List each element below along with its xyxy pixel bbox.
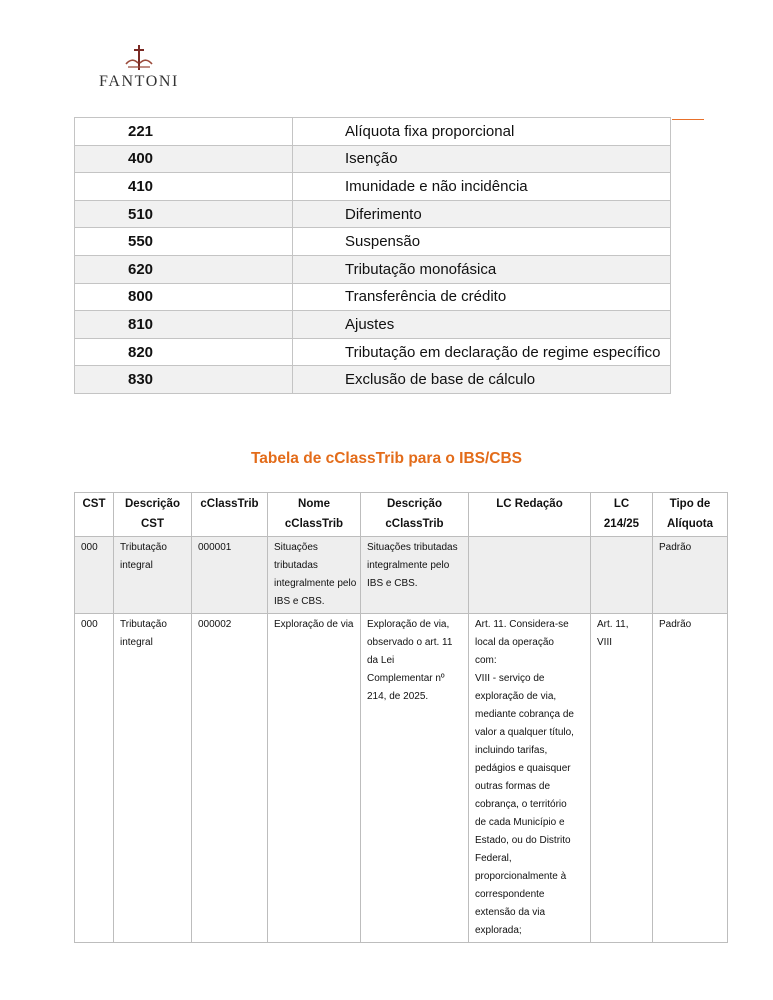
cell-cclasstrib: 000001: [192, 537, 268, 614]
table-row: [75, 311, 671, 339]
cst-code: 550: [75, 228, 293, 256]
cell-cclasstrib: 000002: [192, 614, 268, 943]
cst-code: 620: [75, 255, 293, 283]
cell-lc: [591, 537, 653, 614]
header-nome: Nome cClassTrib: [268, 493, 361, 537]
cell-cst: 000: [75, 537, 114, 614]
cell-nome: Situações tributadas integralmente pelo IBS e CBS.: [268, 537, 361, 614]
cell-descricao-cst: Tributação integral: [114, 537, 192, 614]
cell-tipo: Padrão: [653, 614, 728, 943]
cell-tipo: Padrão: [653, 537, 728, 614]
logo-text: FANTONI: [99, 73, 179, 90]
cell-lc-redacao: Art. 11. Considera-se local da operação com: VIII - serviço de exploração de via, mediante cobrança de valor a qualquer título, incluindo tarifas, pedágios e quaisquer outras formas de cobrança, o território de cada Município e Estado, ou do Distrito Federal, proporcionalmente à correspondente extensão da via explorada;: [469, 614, 591, 943]
cst-description: Imunidade e não incidência: [293, 173, 671, 201]
table-row: [75, 255, 671, 283]
table-row: [75, 366, 671, 394]
table-row: [75, 118, 671, 146]
table-row: [75, 537, 728, 614]
cst-code: 810: [75, 311, 293, 339]
cst-code: 830: [75, 366, 293, 394]
accent-divider: [672, 119, 704, 120]
table-row: [75, 200, 671, 228]
cell-descricao-cclass: Situações tributadas integralmente pelo IBS e CBS.: [361, 537, 469, 614]
header-tipo: Tipo de Alíquota: [653, 493, 728, 537]
cclasstrib-table: [74, 492, 728, 943]
table-row: [75, 228, 671, 256]
header-lc: LC 214/25: [591, 493, 653, 537]
cell-cst: 000: [75, 614, 114, 943]
header-lc-redacao: LC Redação: [469, 493, 591, 537]
table-row: [75, 338, 671, 366]
cst-code: 510: [75, 200, 293, 228]
cell-lc-redacao: [469, 537, 591, 614]
cell-lc: Art. 11, VIII: [591, 614, 653, 943]
header-descricao-cclass: Descrição cClassTrib: [361, 493, 469, 537]
cst-description: Suspensão: [293, 228, 671, 256]
header-cst: CST: [75, 493, 114, 537]
cell-descricao-cst: Tributação integral: [114, 614, 192, 943]
cst-description: Isenção: [293, 145, 671, 173]
cell-descricao-cclass: Exploração de via, observado o art. 11 da Lei Complementar nº 214, de 2025.: [361, 614, 469, 943]
cst-code: 410: [75, 173, 293, 201]
company-logo: [96, 44, 182, 91]
cst-description: Tributação monofásica: [293, 255, 671, 283]
table-row: [75, 283, 671, 311]
cst-description: Alíquota fixa proporcional: [293, 118, 671, 146]
table-row: [75, 614, 728, 943]
header-descricao-cst: Descrição CST: [114, 493, 192, 537]
table-row: [75, 173, 671, 201]
cst-description: Tributação em declaração de regime específico: [293, 338, 671, 366]
table-row: [75, 145, 671, 173]
cst-code: 400: [75, 145, 293, 173]
section-title: Tabela de cClassTrib para o IBS/CBS: [250, 450, 523, 467]
cst-description: Exclusão de base de cálculo: [293, 366, 671, 394]
cst-code: 820: [75, 338, 293, 366]
table-header-row: [75, 493, 728, 537]
cst-code: 221: [75, 118, 293, 146]
cst-code: 800: [75, 283, 293, 311]
cst-table: [74, 117, 671, 394]
cst-description: Ajustes: [293, 311, 671, 339]
header-cclasstrib: cClassTrib: [192, 493, 268, 537]
cross-emblem-icon: [122, 44, 156, 72]
cst-description: Transferência de crédito: [293, 283, 671, 311]
cst-description: Diferimento: [293, 200, 671, 228]
cell-nome: Exploração de via: [268, 614, 361, 943]
